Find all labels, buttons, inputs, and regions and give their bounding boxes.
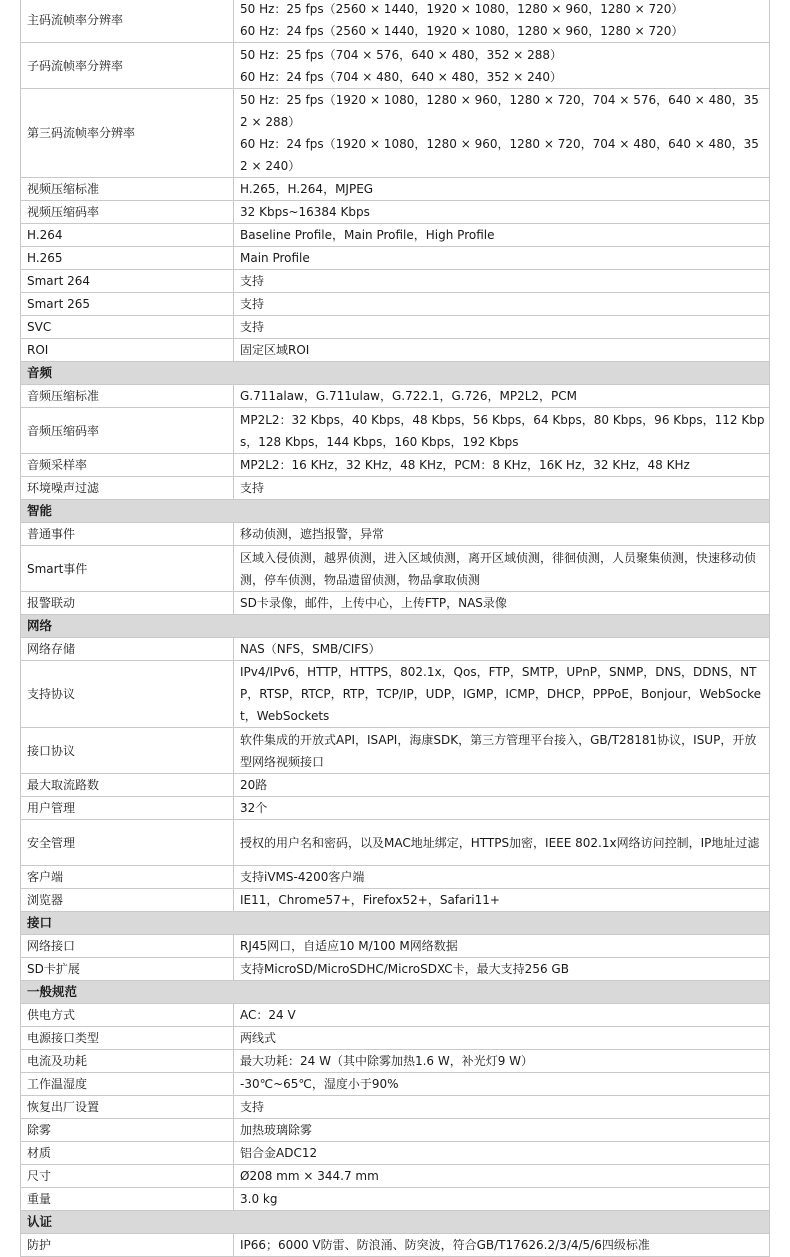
spec-value: Ø208 mm × 344.7 mm xyxy=(234,1165,770,1188)
spec-label: Smart事件 xyxy=(21,546,234,592)
spec-value: 支持MicroSD/MicroSDHC/MicroSDXC卡，最大支持256 GB xyxy=(234,958,770,981)
spec-label: 支持协议 xyxy=(21,661,234,728)
spec-row xyxy=(21,889,770,912)
spec-value-line: 50 Hz：25 fps（704 × 576，640 × 480，352 × 288） xyxy=(240,47,563,62)
spec-row xyxy=(21,1096,770,1119)
spec-row xyxy=(21,1119,770,1142)
spec-value: 铝合金ADC12 xyxy=(234,1142,770,1165)
spec-table xyxy=(20,0,770,1257)
spec-row xyxy=(21,1188,770,1211)
spec-label: 子码流帧率分辨率 xyxy=(21,43,234,89)
spec-value: 支持iVMS-4200客户端 xyxy=(234,866,770,889)
spec-value-line: 60 Hz：24 fps（1920 × 1080，1280 × 960，1280 × 720，704 × 480，640 × 480，352 × 240） xyxy=(240,137,759,173)
spec-label: 报警联动 xyxy=(21,592,234,615)
spec-value: MP2L2：16 KHz，32 KHz，48 KHz，PCM：8 KHz，16K Hz，32 KHz，48 KHz xyxy=(234,454,770,477)
spec-value: IP66；6000 V防雷、防浪涌、防突波，符合GB/T17626.2/3/4/5/6四级标准 xyxy=(234,1234,770,1257)
spec-row xyxy=(21,1142,770,1165)
spec-value: G.711alaw，G.711ulaw，G.722.1，G.726，MP2L2，PCM xyxy=(234,385,770,408)
spec-row xyxy=(21,1073,770,1096)
spec-row xyxy=(21,43,770,89)
section-title: 网络 xyxy=(21,615,770,638)
spec-label: 第三码流帧率分辨率 xyxy=(21,89,234,178)
spec-value-line: 50 Hz：25 fps（1920 × 1080，1280 × 960，1280 × 720，704 × 576，640 × 480，352 × 288） xyxy=(240,93,759,129)
spec-row xyxy=(21,0,770,43)
spec-value xyxy=(234,89,770,178)
spec-value: SD卡录像，邮件，上传中心，上传FTP，NAS录像 xyxy=(234,592,770,615)
section-header-row xyxy=(21,1211,770,1234)
spec-value: RJ45网口，自适应10 M/100 M网络数据 xyxy=(234,935,770,958)
spec-row xyxy=(21,1050,770,1073)
spec-value: 授权的用户名和密码，以及MAC地址绑定，HTTPS加密，IEEE 802.1x网络访问控制，IP地址过滤 xyxy=(234,820,770,866)
spec-value: -30℃~65℃，湿度小于90% xyxy=(234,1073,770,1096)
spec-row xyxy=(21,408,770,454)
spec-value: Main Profile xyxy=(234,247,770,270)
spec-label: 材质 xyxy=(21,1142,234,1165)
spec-label: 音频压缩码率 xyxy=(21,408,234,454)
spec-row xyxy=(21,638,770,661)
spec-row xyxy=(21,454,770,477)
section-title: 接口 xyxy=(21,912,770,935)
spec-label: 环境噪声过滤 xyxy=(21,477,234,500)
spec-row xyxy=(21,1165,770,1188)
spec-label: 网络存储 xyxy=(21,638,234,661)
spec-value xyxy=(234,0,770,43)
spec-value: 20路 xyxy=(234,774,770,797)
spec-row xyxy=(21,728,770,774)
spec-label: 电源接口类型 xyxy=(21,1027,234,1050)
spec-label: 主码流帧率分辨率 xyxy=(21,0,234,43)
spec-row xyxy=(21,201,770,224)
spec-label: Smart 265 xyxy=(21,293,234,316)
spec-row xyxy=(21,178,770,201)
spec-label: SD卡扩展 xyxy=(21,958,234,981)
section-title: 智能 xyxy=(21,500,770,523)
spec-label: H.265 xyxy=(21,247,234,270)
spec-value: 最大功耗：24 W（其中除雾加热1.6 W，补光灯9 W） xyxy=(234,1050,770,1073)
spec-row xyxy=(21,89,770,178)
spec-label: 重量 xyxy=(21,1188,234,1211)
spec-row xyxy=(21,935,770,958)
spec-value: 加热玻璃除雾 xyxy=(234,1119,770,1142)
spec-label: 安全管理 xyxy=(21,820,234,866)
spec-value: NAS（NFS，SMB/CIFS） xyxy=(234,638,770,661)
section-title: 一般规范 xyxy=(21,981,770,1004)
spec-value: 两线式 xyxy=(234,1027,770,1050)
spec-value: 支持 xyxy=(234,293,770,316)
spec-label: 浏览器 xyxy=(21,889,234,912)
spec-label: 工作温湿度 xyxy=(21,1073,234,1096)
spec-value: Baseline Profile，Main Profile，High Profile xyxy=(234,224,770,247)
spec-value: 32 Kbps~16384 Kbps xyxy=(234,201,770,224)
section-header-row xyxy=(21,362,770,385)
spec-value: 3.0 kg xyxy=(234,1188,770,1211)
spec-row xyxy=(21,293,770,316)
spec-label: 防护 xyxy=(21,1234,234,1257)
spec-value: AC：24 V xyxy=(234,1004,770,1027)
spec-value: IPv4/IPv6，HTTP，HTTPS，802.1x，Qos，FTP，SMTP，UPnP，SNMP，DNS，DDNS，NTP，RTSP，RTCP，RTP，TCP/IP，UDP，IGMP，ICMP，DHCP，PPPoE，Bonjour，WebSocket，WebSockets xyxy=(234,661,770,728)
spec-row xyxy=(21,523,770,546)
section-header-row xyxy=(21,912,770,935)
spec-label: 最大取流路数 xyxy=(21,774,234,797)
spec-row xyxy=(21,1004,770,1027)
spec-row xyxy=(21,316,770,339)
spec-value: 区域入侵侦测，越界侦测，进入区域侦测，离开区域侦测，徘徊侦测，人员聚集侦测，快速移动侦测，停车侦测，物品遗留侦测，物品拿取侦测 xyxy=(234,546,770,592)
spec-value: 32个 xyxy=(234,797,770,820)
spec-row xyxy=(21,477,770,500)
spec-value: 支持 xyxy=(234,316,770,339)
spec-label: 供电方式 xyxy=(21,1004,234,1027)
spec-row xyxy=(21,247,770,270)
section-header-row xyxy=(21,500,770,523)
spec-row xyxy=(21,958,770,981)
section-title: 认证 xyxy=(21,1211,770,1234)
spec-value: 移动侦测，遮挡报警，异常 xyxy=(234,523,770,546)
spec-label: 恢复出厂设置 xyxy=(21,1096,234,1119)
spec-value: 支持 xyxy=(234,270,770,293)
section-title: 音频 xyxy=(21,362,770,385)
section-header-row xyxy=(21,981,770,1004)
spec-value: IE11，Chrome57+，Firefox52+，Safari11+ xyxy=(234,889,770,912)
spec-row xyxy=(21,592,770,615)
spec-row xyxy=(21,546,770,592)
spec-row xyxy=(21,385,770,408)
spec-label: 视频压缩码率 xyxy=(21,201,234,224)
spec-value: 支持 xyxy=(234,477,770,500)
spec-label: H.264 xyxy=(21,224,234,247)
spec-label: 网络接口 xyxy=(21,935,234,958)
spec-label: Smart 264 xyxy=(21,270,234,293)
spec-value xyxy=(234,43,770,89)
spec-value: MP2L2：32 Kbps，40 Kbps，48 Kbps，56 Kbps，64 Kbps，80 Kbps，96 Kbps，112 Kbps，128 Kbps，144 Kbps，160 Kbps，192 Kbps xyxy=(234,408,770,454)
spec-value: 软件集成的开放式API，ISAPI，海康SDK，第三方管理平台接入，GB/T28181协议，ISUP，开放型网络视频接口 xyxy=(234,728,770,774)
spec-label: 音频压缩标准 xyxy=(21,385,234,408)
spec-label: 除雾 xyxy=(21,1119,234,1142)
spec-row xyxy=(21,866,770,889)
spec-row xyxy=(21,1027,770,1050)
spec-row xyxy=(21,270,770,293)
spec-label: ROI xyxy=(21,339,234,362)
spec-label: 客户端 xyxy=(21,866,234,889)
spec-label: 普通事件 xyxy=(21,523,234,546)
spec-value-line: 60 Hz：24 fps（2560 × 1440，1920 × 1080，1280 × 960，1280 × 720） xyxy=(240,23,684,38)
spec-table-body xyxy=(21,0,770,1257)
spec-value: H.265，H.264，MJPEG xyxy=(234,178,770,201)
spec-value-line: 50 Hz：25 fps（2560 × 1440，1920 × 1080，1280 × 960，1280 × 720） xyxy=(240,1,684,16)
spec-row xyxy=(21,774,770,797)
spec-label: 接口协议 xyxy=(21,728,234,774)
spec-value: 固定区域ROI xyxy=(234,339,770,362)
spec-label: 尺寸 xyxy=(21,1165,234,1188)
section-header-row xyxy=(21,615,770,638)
spec-label: 音频采样率 xyxy=(21,454,234,477)
spec-label: 用户管理 xyxy=(21,797,234,820)
spec-value: 支持 xyxy=(234,1096,770,1119)
spec-row xyxy=(21,1234,770,1257)
spec-row xyxy=(21,820,770,866)
spec-row xyxy=(21,661,770,728)
spec-label: 视频压缩标准 xyxy=(21,178,234,201)
spec-value-line: 60 Hz：24 fps（704 × 480，640 × 480，352 × 240） xyxy=(240,69,563,84)
spec-row xyxy=(21,224,770,247)
spec-row xyxy=(21,339,770,362)
spec-label: 电流及功耗 xyxy=(21,1050,234,1073)
spec-row xyxy=(21,797,770,820)
spec-label: SVC xyxy=(21,316,234,339)
